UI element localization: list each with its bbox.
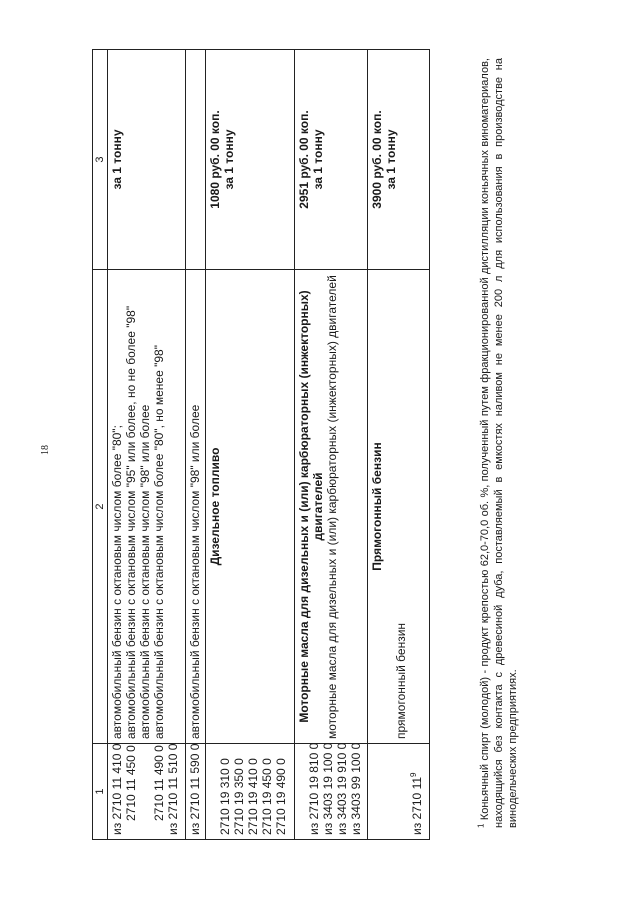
code: 2710 19 450 0 xyxy=(259,758,274,835)
column-number-row xyxy=(93,50,108,840)
code: 2710 11 490 0 xyxy=(152,745,166,821)
rate-unit: за 1 тонну xyxy=(221,129,236,190)
code: 2710 19 410 0 xyxy=(245,758,260,835)
code: из 2710 11 590 0 xyxy=(188,743,203,835)
code-cell xyxy=(108,744,186,840)
footnote-ref: 9 xyxy=(409,772,419,777)
description-cell xyxy=(108,270,186,744)
code: из 3403 99 100 0 xyxy=(348,742,363,835)
rate-unit: за 1 тонну xyxy=(384,129,399,190)
code: 2710 19 350 0 xyxy=(231,758,246,835)
description-line: автомобильный бензин с октановым числом "98" или более xyxy=(138,404,152,739)
description-cell xyxy=(368,270,430,744)
category-heading: Прямогонный бензин xyxy=(370,442,385,571)
code-cell xyxy=(294,744,368,840)
column-number: 1 xyxy=(93,744,108,840)
footnote xyxy=(478,58,520,828)
footnote-text: Коньячный спирт (молодой) - продукт крепостью 62,0-70,0 об. %, полученный путем фракционированной дистилляции коньячных виноматериалов, находящийся без контакта с древесиной дуба, поставляемый в емкостях наливом не менее 200 л для использования в производстве на винодельческих предприятиях. xyxy=(479,58,519,828)
code-cell xyxy=(368,744,430,840)
description-cell xyxy=(186,270,206,744)
code xyxy=(138,748,152,835)
table-row xyxy=(368,50,430,840)
rate-cell xyxy=(186,50,206,270)
code: 2710 19 490 0 xyxy=(273,758,288,835)
rate-value: 1080 руб. 00 коп. xyxy=(207,110,222,209)
description-line: автомобильный бензин с октановым числом "95" или более, но не более "98" xyxy=(124,305,138,739)
description-line: прямогонный бензин xyxy=(394,622,409,739)
code: из 2710 $11^9$ xyxy=(409,772,425,835)
table-row xyxy=(205,50,294,840)
description-cell xyxy=(294,270,368,744)
page-number: 18 xyxy=(40,445,51,455)
category-heading: Моторные масла для дизельных и (или) карбюраторных (инжекторных) двигателей xyxy=(296,290,325,723)
code: из 2710 11 510 0 xyxy=(166,743,180,835)
rate-value: 3900 руб. 00 коп. xyxy=(370,110,385,209)
code: 2710 19 310 0 xyxy=(217,758,232,835)
rate-unit: за 1 тонну xyxy=(110,129,124,190)
footnote-marker: 1 xyxy=(476,823,486,828)
code-cell xyxy=(205,744,294,840)
code-cell xyxy=(186,744,206,840)
table-row xyxy=(108,50,186,840)
rate-cell xyxy=(368,50,430,270)
rate-cell xyxy=(205,50,294,270)
description-line: автомобильный бензин с октановым числом более "80"; xyxy=(110,425,124,739)
description-cell xyxy=(205,270,294,744)
rate-cell xyxy=(294,50,368,270)
column-number: 3 xyxy=(93,50,108,270)
description-line: автомобильный бензин с октановым числом "98" или более xyxy=(188,404,203,739)
category-heading: Дизельное топливо xyxy=(207,447,222,566)
column-number: 2 xyxy=(93,270,108,744)
rate-unit: за 1 тонну xyxy=(310,129,325,190)
code: из 3403 19 910 0 xyxy=(334,742,349,835)
code: из 2710 11 410 0 xyxy=(110,743,124,835)
rate-cell xyxy=(108,50,186,270)
code: из 3403 19 100 0 xyxy=(320,742,335,835)
description-line: автомобильный бензин с октановым числом более "80", но менее "98" xyxy=(152,345,166,739)
tariff-table xyxy=(92,49,430,840)
table-row xyxy=(294,50,368,840)
table-row xyxy=(186,50,206,840)
code: 2710 11 450 0 xyxy=(124,745,138,821)
rate-value: 2951 руб. 00 коп. xyxy=(296,110,311,209)
description-line: моторные масла для дизельных и (или) карбюраторных (инжекторных) двигателей xyxy=(324,275,339,739)
code: из 2710 19 810 0 xyxy=(306,742,321,835)
